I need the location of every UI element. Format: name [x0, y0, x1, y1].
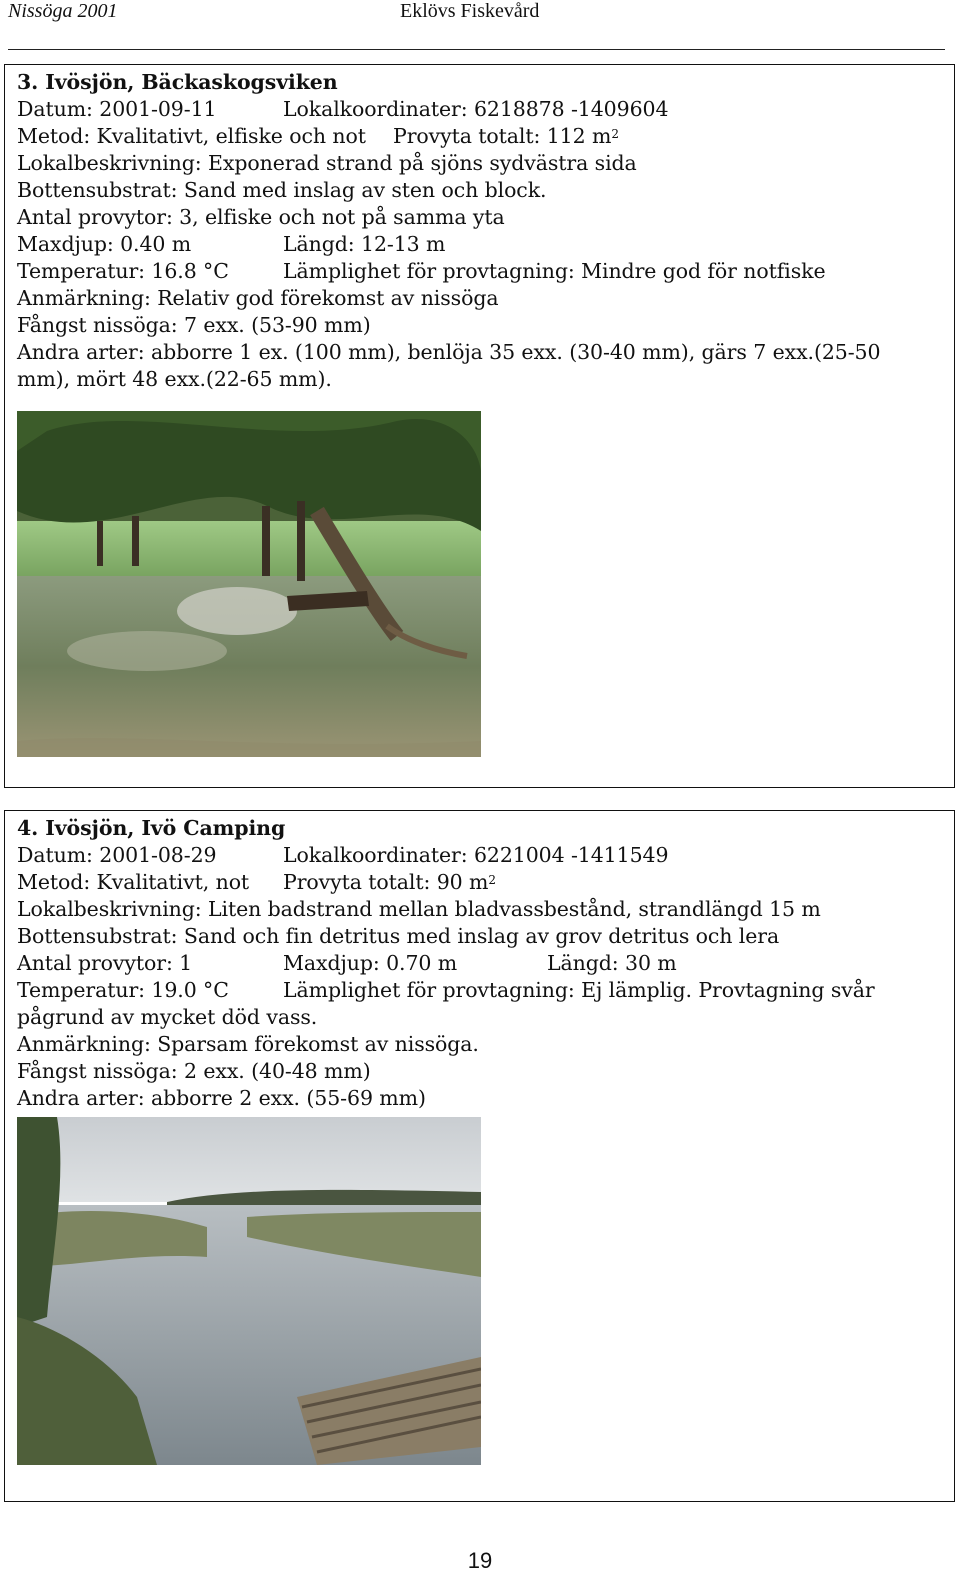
- suitability-continued: pågrund av mycket död vass.: [17, 1005, 318, 1029]
- other-species: Andra arter: abborre 1 ex. (100 mm), benlöja 35 exx. (30-40 mm), gärs 7 exx.(25-50 mm), mört 48 exx.(22-65 mm).: [17, 340, 881, 391]
- remark: Anmärkning: Relativ god förekomst av nissöga: [17, 286, 499, 310]
- site-details: [17, 815, 948, 1112]
- site-description: Lokalbeskrivning: Liten badstrand mellan bladvassbestånd, strandlängd 15 m: [17, 897, 821, 921]
- area-value: Provyta totalt: 90 $m^2$: [283, 870, 496, 894]
- temperature-value: Temperatur: 19.0 °C: [17, 978, 229, 1002]
- header-organization: Eklövs Fiskevård: [400, 0, 540, 22]
- sample-count: Antal provytor: 3, elfiske och not på samma yta: [17, 205, 505, 229]
- other-species: Andra arter: abborre 2 exx. (55-69 mm): [17, 1086, 426, 1110]
- date-coordinates-row: [17, 96, 948, 123]
- site-card-ivo-camping: [4, 810, 955, 1502]
- coordinates-value: Lokalkoordinater: 6221004 -1411549: [283, 843, 669, 867]
- catch-nissoga: Fångst nissöga: 2 exx. (40-48 mm): [17, 1059, 371, 1083]
- site-card-backaskogsviken: [4, 64, 955, 788]
- temperature-value: Temperatur: 16.8 °C: [17, 259, 229, 283]
- page-number: 19: [467, 1548, 493, 1573]
- date-value: Datum: 2001-09-11: [17, 97, 217, 121]
- site-photo-ivo-camping: [17, 1117, 481, 1465]
- count-depth-length-row: [17, 950, 948, 977]
- area-value: Provyta totalt: 112 $m^2$: [393, 124, 619, 148]
- header-document-title: Nissöga 2001: [8, 0, 118, 22]
- method-area-row: [17, 123, 948, 150]
- site-details: [17, 69, 948, 393]
- length-value: Längd: 12-13 m: [283, 232, 446, 256]
- site-description: Lokalbeskrivning: Exponerad strand på sjöns sydvästra sida: [17, 151, 637, 175]
- remark: Anmärkning: Sparsam förekomst av nissöga.: [17, 1032, 479, 1056]
- bottom-substrate: Bottensubstrat: Sand med inslag av sten och block.: [17, 178, 547, 202]
- site-title: 4. Ivösjön, Ivö Camping: [17, 816, 286, 840]
- coordinates-value: Lokalkoordinater: 6218878 -1409604: [283, 97, 669, 121]
- temperature-suitability-row: [17, 258, 948, 285]
- method-value: Metod: Kvalitativt, not: [17, 870, 250, 894]
- suitability-value: Lämplighet för provtagning: Mindre god för notfiske: [283, 259, 826, 283]
- site-photo-backaskogsviken: [17, 411, 481, 757]
- site-title: 3. Ivösjön, Bäckaskogsviken: [17, 70, 338, 94]
- depth-length-row: [17, 231, 948, 258]
- max-depth-value: Maxdjup: 0.70 m: [283, 951, 458, 975]
- method-area-row: [17, 869, 948, 896]
- header-divider: [8, 49, 945, 50]
- max-depth-value: Maxdjup: 0.40 m: [17, 232, 192, 256]
- sample-count: Antal provytor: 1: [17, 951, 193, 975]
- date-coordinates-row: [17, 842, 948, 869]
- suitability-value: Lämplighet för provtagning: Ej lämplig. Provtagning svår: [283, 978, 875, 1002]
- length-value: Längd: 30 m: [547, 951, 677, 975]
- date-value: Datum: 2001-08-29: [17, 843, 217, 867]
- method-value: Metod: Kvalitativt, elfiske och not: [17, 124, 366, 148]
- temperature-suitability-row: [17, 977, 948, 1004]
- bottom-substrate: Bottensubstrat: Sand och fin detritus med inslag av grov detritus och lera: [17, 924, 780, 948]
- catch-nissoga: Fångst nissöga: 7 exx. (53-90 mm): [17, 313, 371, 337]
